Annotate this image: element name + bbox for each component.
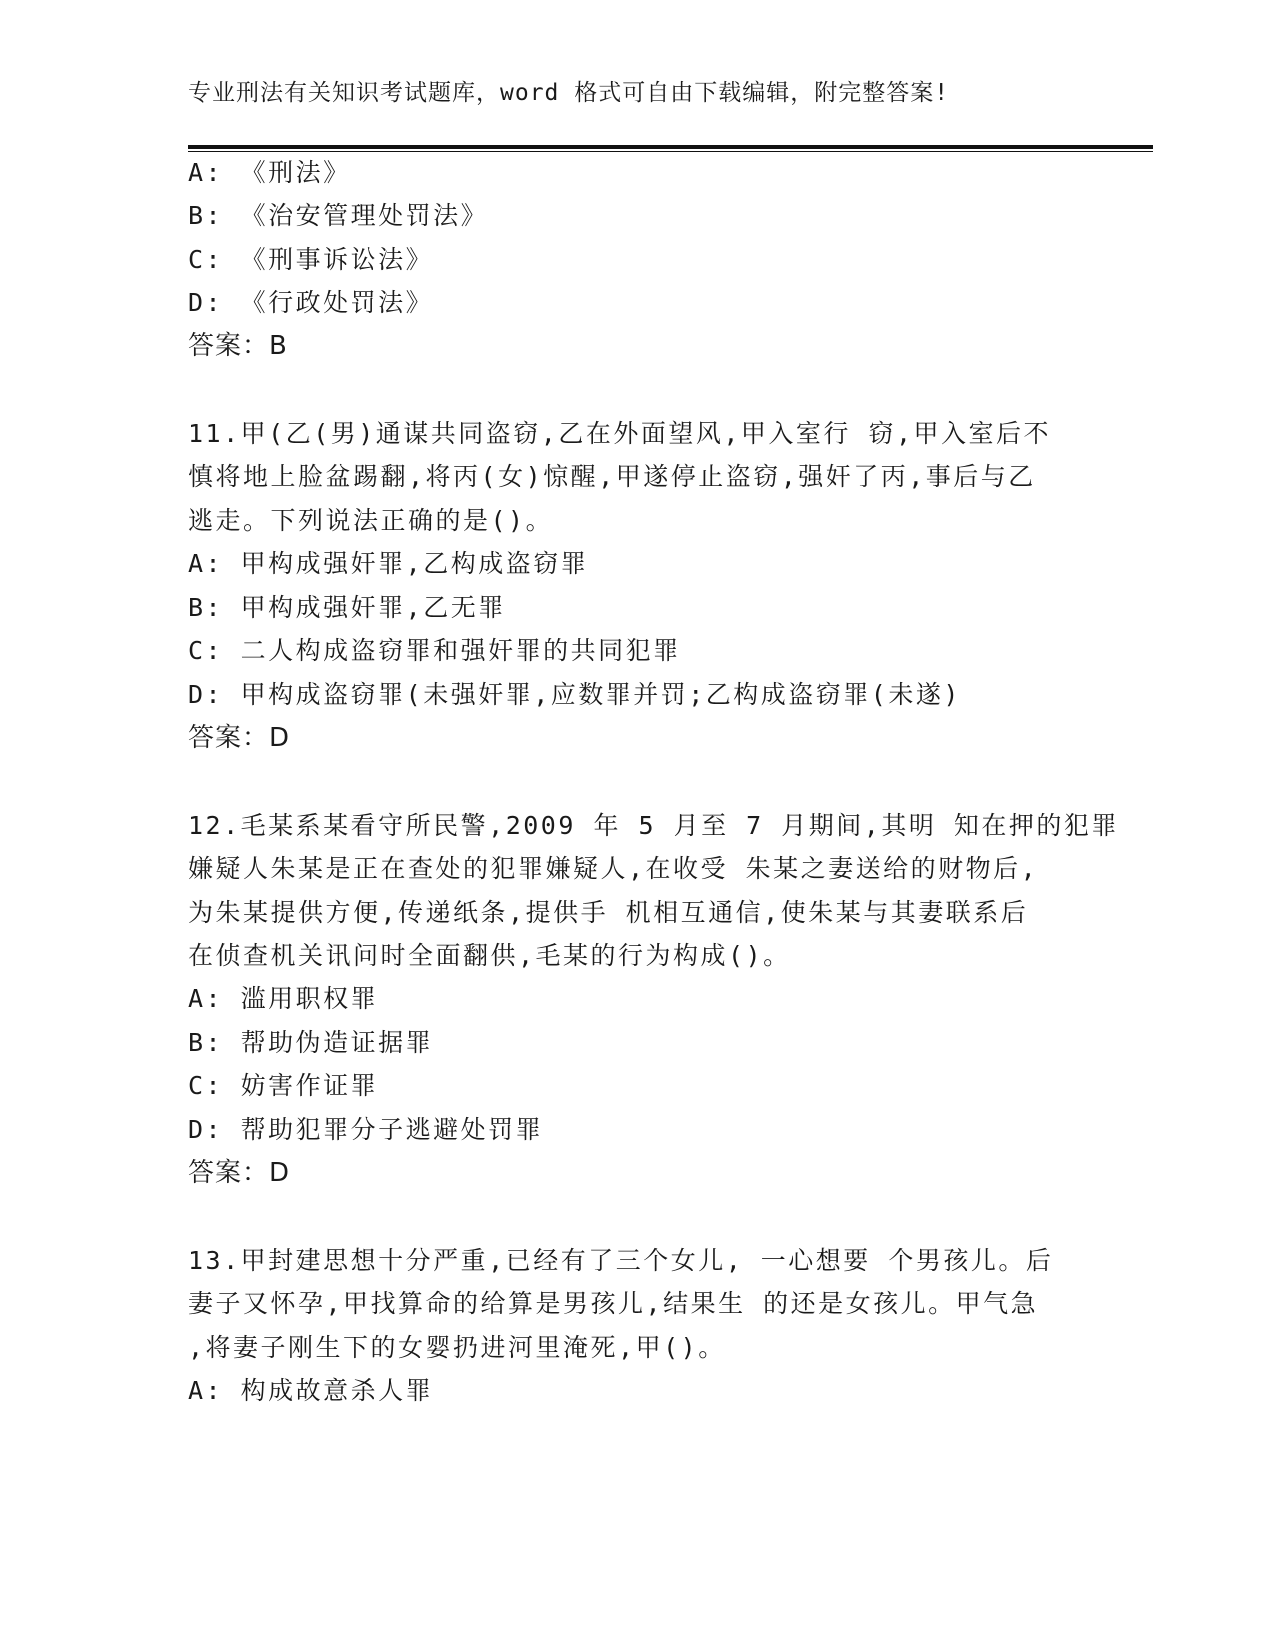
q11-option-c: C: 二人构成盗窃罪和强奸罪的共同犯罪 <box>188 636 681 665</box>
q11-stem-line-3: 逃走。下列说法正确的是()。 <box>188 506 554 535</box>
q12-stem-line-2: 嫌疑人朱某是正在查处的犯罪嫌疑人,在收受 朱某之妻送给的财物后, <box>188 854 1039 883</box>
q11-stem-line-1: 11.甲(乙(男)通谋共同盗窃,乙在外面望风,甲入室行 窃,甲入室后不 <box>188 419 1052 448</box>
q12-stem-line-3: 为朱某提供方便,传递纸条,提供手 机相互通信,使朱某与其妻联系后 <box>188 898 1029 927</box>
header-rule-thin <box>188 151 1153 152</box>
q12-option-a: A: 滥用职权罪 <box>188 984 379 1013</box>
q12-stem-line-1: 12.毛某系某看守所民警,2009 年 5 月至 7 月期间,其明 知在押的犯罪 <box>188 811 1119 840</box>
q13-stem-line-1: 13.甲封建思想十分严重,已经有了三个女儿, 一心想要 个男孩儿。后 <box>188 1246 1054 1275</box>
q11-option-b: B: 甲构成强奸罪,乙无罪 <box>188 593 506 622</box>
q12-stem-line-4: 在侦查机关讯问时全面翻供,毛某的行为构成()。 <box>188 941 791 970</box>
prev-option-d: D: 《行政处罚法》 <box>188 288 434 317</box>
q13-stem-line-2: 妻子又怀孕,甲找算命的给算是男孩儿,结果生 的还是女孩儿。甲气急 <box>188 1289 1039 1318</box>
q11-answer: 答案：D <box>188 723 291 753</box>
q12-option-b: B: 帮助伪造证据罪 <box>188 1028 434 1057</box>
q13-option-a: A: 构成故意杀人罪 <box>188 1376 434 1405</box>
q12-option-c: C: 妨害作证罪 <box>188 1071 379 1100</box>
header-rule-thick <box>188 145 1153 149</box>
page-header: 专业刑法有关知识考试题库，word 格式可自由下载编辑，附完整答案! <box>188 80 950 106</box>
q11-option-a: A: 甲构成强奸罪,乙构成盗窃罪 <box>188 549 589 578</box>
prev-option-a: A: 《刑法》 <box>188 158 351 187</box>
q13-stem-line-3: ,将妻子刚生下的女婴扔进河里淹死,甲()。 <box>188 1333 726 1362</box>
prev-option-c: C: 《刑事诉讼法》 <box>188 245 434 274</box>
q12-answer: 答案：D <box>188 1158 291 1188</box>
q11-stem-line-2: 慎将地上脸盆踢翻,将丙(女)惊醒,甲遂停止盗窃,强奸了丙,事后与乙 <box>188 462 1036 491</box>
q11-option-d: D: 甲构成盗窃罪(未强奸罪,应数罪并罚;乙构成盗窃罪(未遂) <box>188 680 961 709</box>
prev-answer: 答案：B <box>188 331 288 361</box>
prev-option-b: B: 《治安管理处罚法》 <box>188 201 489 230</box>
q12-option-d: D: 帮助犯罪分子逃避处罚罪 <box>188 1115 544 1144</box>
